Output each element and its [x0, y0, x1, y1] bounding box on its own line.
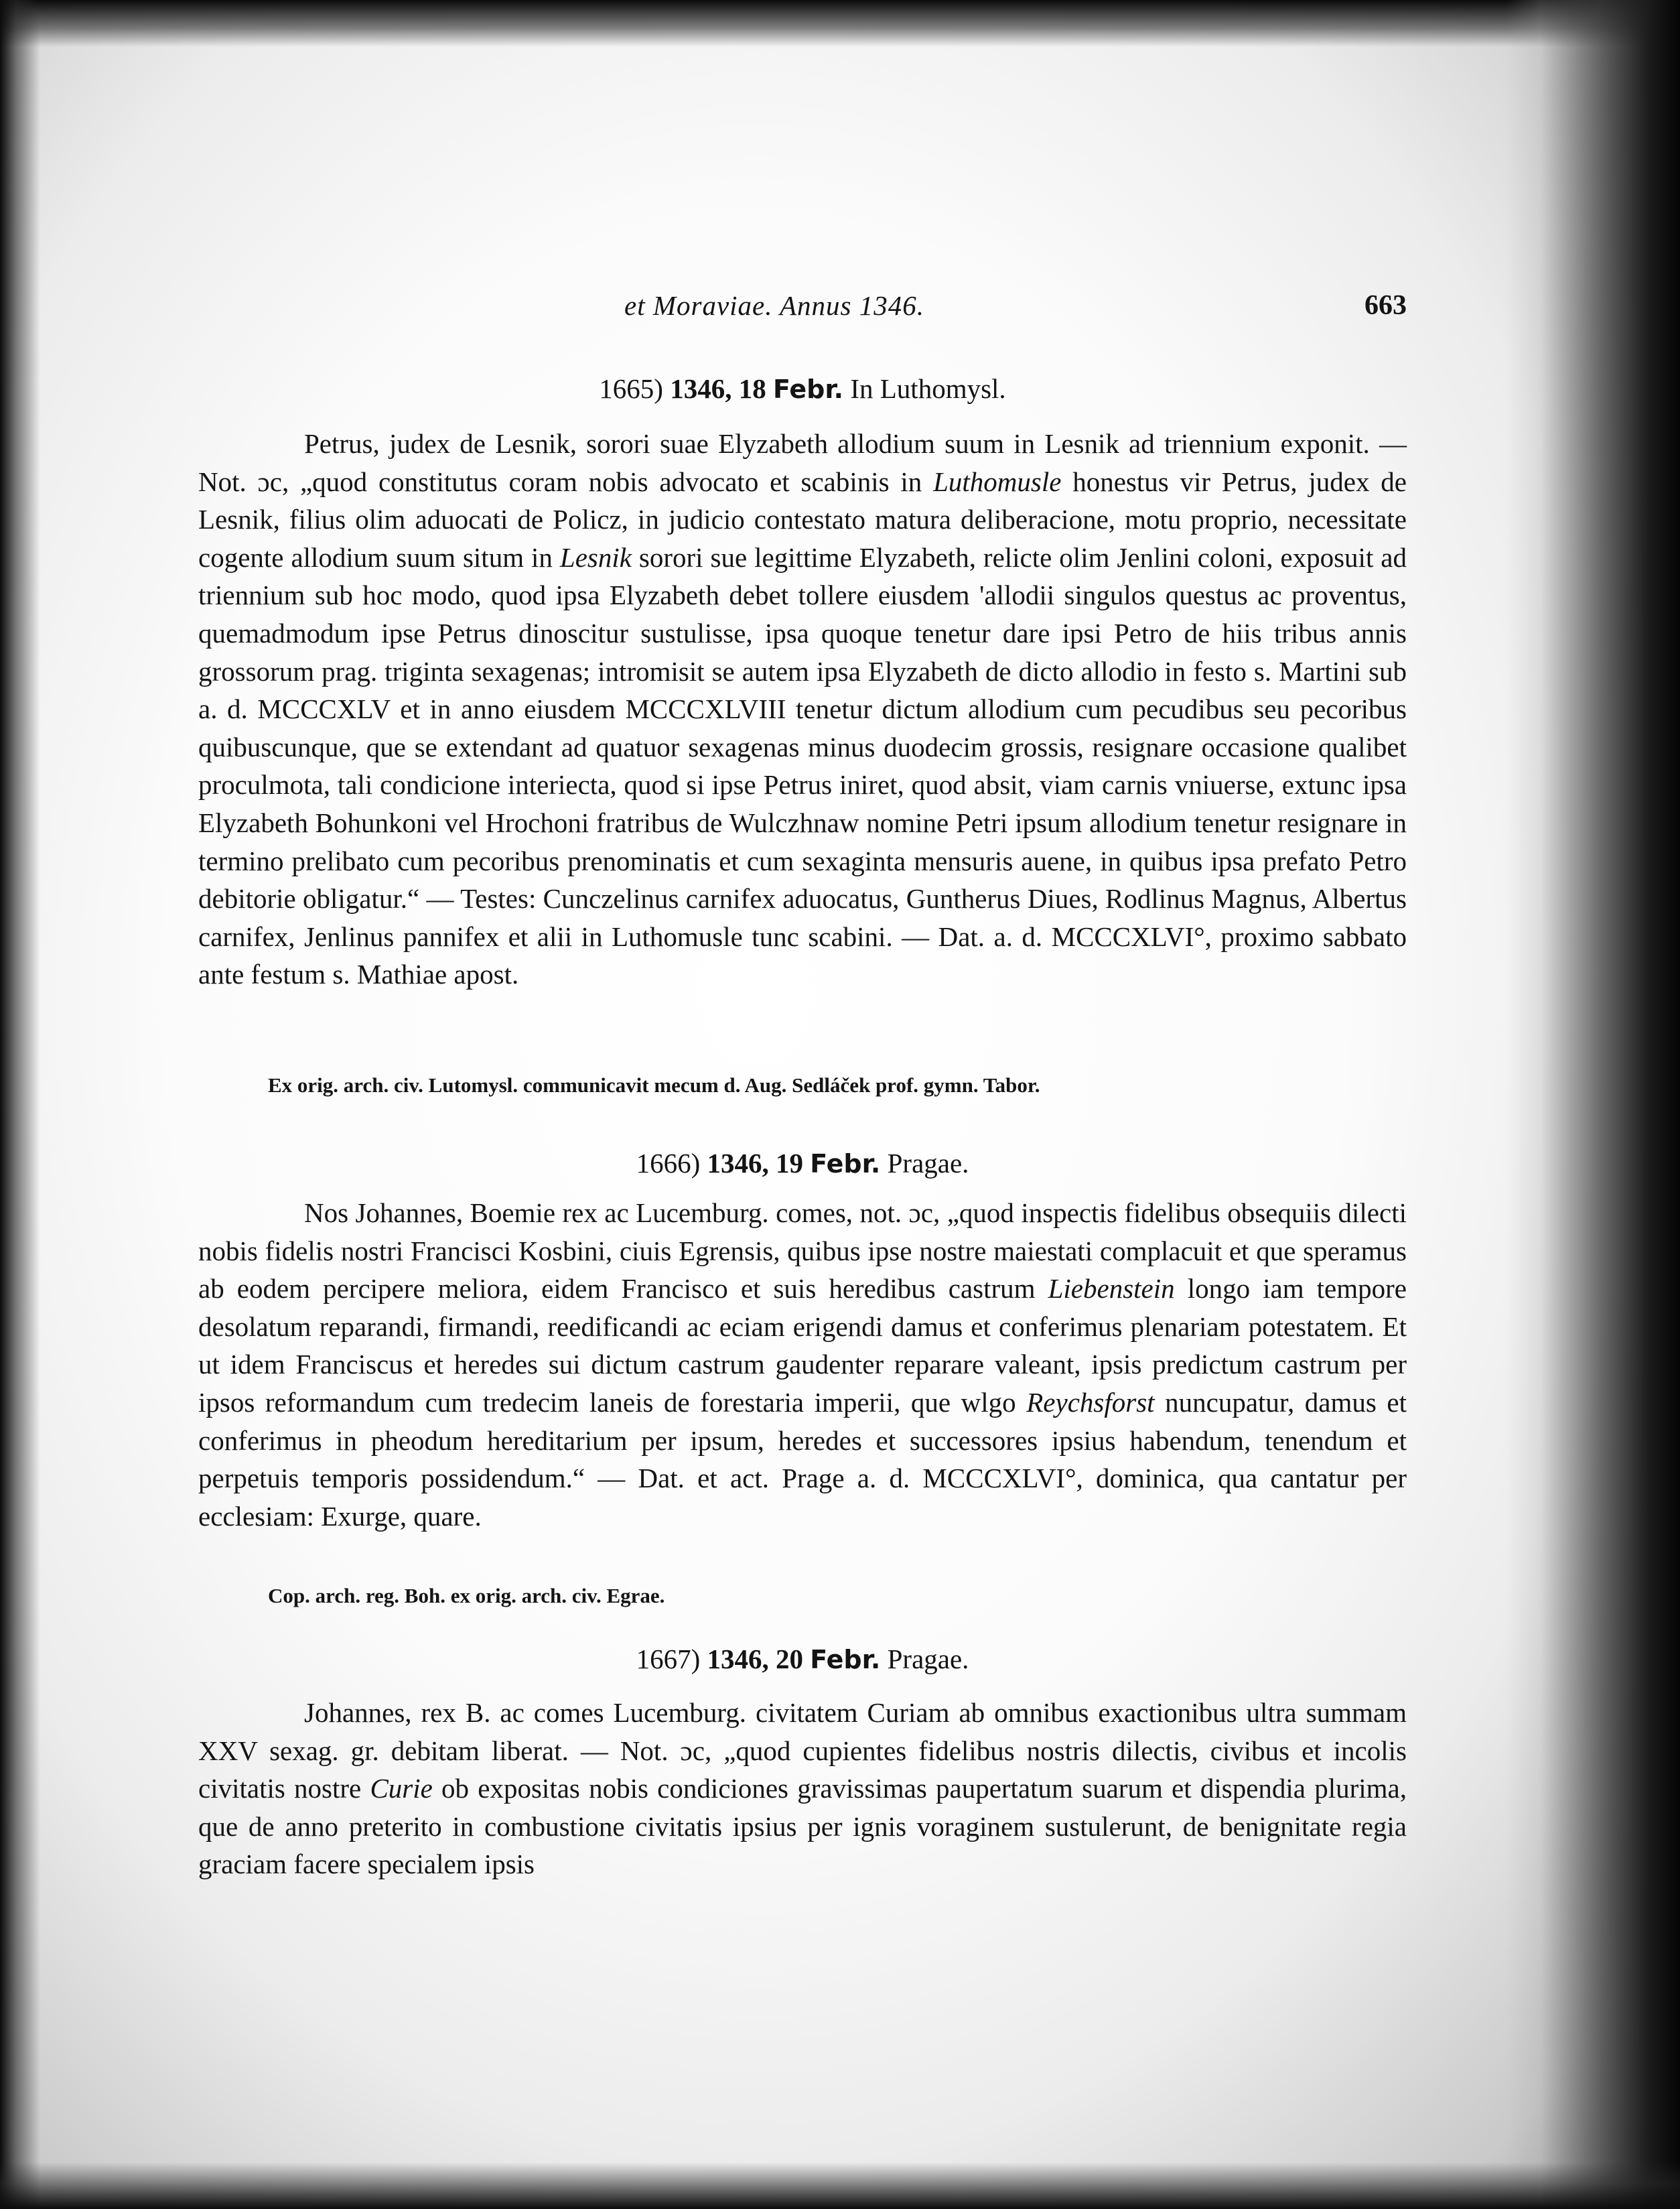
text-run: nuncupatur, damus et conferimus in pheodum hereditarium per ipsum, heredes et successores ipsius habendum, tenendum et perpetuis temporis possidendum.“ — Dat. et act. Prage a. d. MCCCXLVI°, dominica, qua cantatur per ecclesiam: Exurge, quare. [198, 1386, 1407, 1532]
text-run: Johannes, rex B. ac comes Lucemburg. civitatem Curiam ab omnibus exactionibus ultra summam XXV sexag. gr. debitam liberat. — Not. ɔc, „quod cupientes fidelibus nostris dilectis, civibus et incolis civitatis nostre [198, 1697, 1407, 1804]
entry-heading-1667 [198, 1640, 1407, 1678]
italic-place-name: Reychsforst [1026, 1386, 1155, 1418]
text-run: Petrus, judex de Lesnik, sorori suae Elyzabeth allodium suum in Lesnik ad triennium exponit. — Not. ɔc, „quod constitutus coram nobis advocato et scabinis in [198, 428, 1407, 497]
entry-heading-1665 [198, 370, 1407, 408]
scan-shadow-top [0, 0, 1680, 47]
text-run: honestus vir Petrus, judex de Lesnik, filius olim aduocati de Policz, in judicio contestato matura deliberacione, motu proprio, necessitate cogente allodium suum situm in [198, 466, 1407, 573]
entry-body-1665 [198, 425, 1407, 994]
source-note-1666: Cop. arch. reg. Boh. ex orig. arch. civ. Egrae. [268, 1584, 665, 1607]
italic-place-name: Lesnik [559, 541, 632, 573]
italic-place-name: Luthomusle [933, 466, 1062, 497]
entry-month: Febr. [772, 375, 844, 404]
text-run: longo iam tempore desolatum reparandi, firmandi, reedificandi ac eciam erigendi damus et conferimus plenariam potestatem. Et ut idem Franciscus et heredes sui dictum castrum gaudenter reparare valeant, ipsis predictum castrum per ipsos reformandum cum tredecim laneis de forestaria imperii, que wlgo [198, 1273, 1407, 1418]
entry-place: In Luthomysl. [850, 373, 1006, 404]
entry-date: 1346, 19 [707, 1148, 803, 1179]
text-run: Nos Johannes, Boemie rex ac Lucemburg. comes, not. ɔc, „quod inspectis fidelibus obsequiis dilecti nobis fidelis nostri Francisci Kosbini, ciuis Egrensis, quibus ipse nostre maiestati complacuit et que speramus ab eodem percipere meliora, eidem Francisco et suis heredibus castrum [198, 1197, 1407, 1304]
entry-month: Febr. [810, 1645, 881, 1674]
entry-number: 1666) [636, 1148, 701, 1179]
entry-number: 1667) [636, 1644, 701, 1674]
scan-shadow-bottom [0, 2162, 1680, 2209]
entry-month: Febr. [810, 1149, 881, 1179]
entry-place: Pragae. [887, 1644, 969, 1674]
entry-place: Pragae. [887, 1148, 969, 1179]
italic-place-name: Liebenstein [1048, 1273, 1175, 1304]
entry-date: 1346, 18 [670, 373, 766, 404]
italic-place-name: Curie [370, 1773, 433, 1804]
entry-body-1666 [198, 1194, 1407, 1535]
entry-heading-1666 [198, 1144, 1407, 1183]
source-note-1665: Ex orig. arch. civ. Lutomysl. communicavit mecum d. Aug. Sedláček prof. gymn. Tabor. [268, 1073, 1040, 1097]
text-run: sorori sue legittime Elyzabeth, relicte olim Jenlini coloni, exposuit ad triennium sub hoc modo, quod ipsa Elyzabeth debet tollere eiusdem 'allodii singulos questus ac proventus, quemadmodum ipse Petrus dinoscitur sustulisse, ipsa quoque tenetur dare ipsi Petro de hiis tribus annis grossorum prag. triginta sexagenas; intromisit se autem ipsa Elyzabeth de dicto allodio in festo s. Martini sub a. d. MCCCXLV et in anno eiusdem MCCCXLVIII tenetur dictum allodium cum pecudibus seu pecoribus quibuscunque, que se extendant ad quatuor sexagenas minus duodecim grossis, resignare occasione qualibet proculmota, tali condicione interiecta, quod si ipse Petrus iniret, quod absit, viam carnis vniuerse, extunc ipsa Elyzabeth Bohunkoni vel Hrochoni fratribus de Wulczhnaw nomine Petri ipsum allodium tenetur resignare in termino prelibato cum pecoribus prenominatis et cum sexaginta mensuris auene, in quibus ipsa prefato Petro debitorie obligatur.“ — Testes: Cunczelinus carnifex aduocatus, Guntherus Diues, Rodlinus Magnus, Albertus carnifex, Jenlinus pannifex et alii in Luthomusle tunc scabini. — Dat. a. d. MCCCXLVI°, proximo sabbato ante festum s. Mathiae apost. [198, 541, 1407, 990]
page-number: 663 [1364, 290, 1407, 321]
scan-shadow-left [0, 0, 40, 2209]
entry-number: 1665) [599, 373, 663, 404]
text-run: ob expositas nobis condiciones gravissimas paupertatum suarum et dispendia plurima, que de anno preterito in combustione civitatis ipsius per ignis voraginem sustulerunt, de benignitate regia graciam facere specialem ipsis [198, 1773, 1407, 1880]
scan-shadow-right [1506, 0, 1680, 2209]
entry-date: 1346, 20 [707, 1644, 803, 1674]
page-header [198, 289, 1407, 330]
running-head: et Moraviae. Annus 1346. [624, 290, 924, 321]
entry-body-1667 [198, 1694, 1407, 1883]
